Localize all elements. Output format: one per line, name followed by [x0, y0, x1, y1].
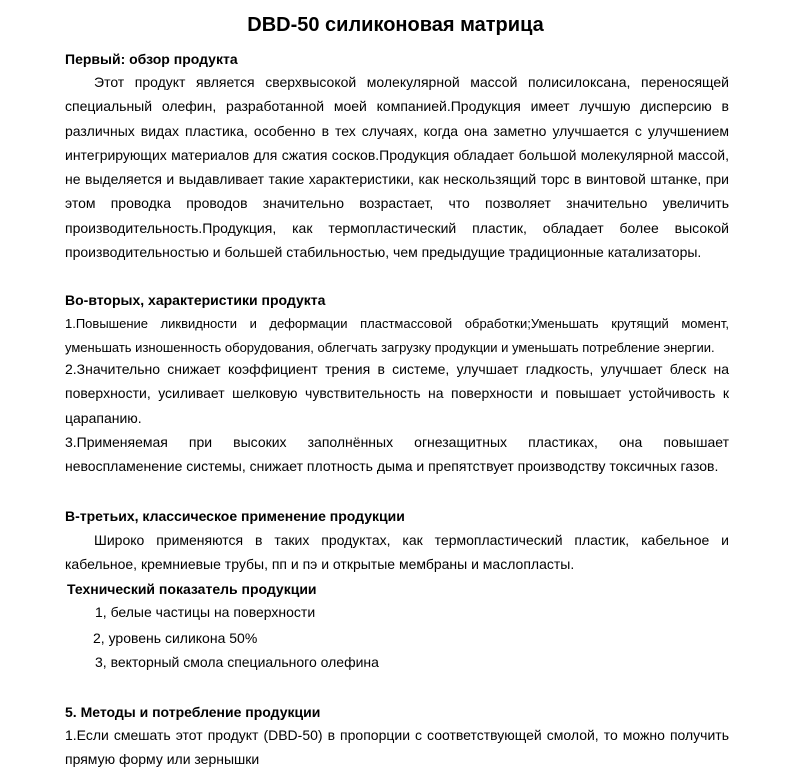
section-2-heading: Во-вторых, характеристики продукта	[65, 292, 326, 308]
spec-item-1: 1, белые частицы на поверхности	[95, 604, 316, 620]
section-2-item-2: 2.Значительно снижает коэффициент трения в системе, улучшает гладкость, улучшает блеск на поверхности, усиливает шелковую чувствительность на поверхности и повышает устойчивость к царапанию.	[65, 361, 729, 426]
section-4-heading: Технический показатель продукции	[67, 581, 317, 597]
section-5-heading: 5. Методы и потребление продукции	[65, 704, 321, 720]
section-3-paragraph: Широко применяются в таких продуктах, как термопластический пластик, кабельное и кабельное, кремниевые трубы, пп и пэ и открытые мембраны и маслопласты.	[65, 532, 729, 573]
section-1-paragraph: Этот продукт является сверхвысокой молекулярной массой полисилоксана, переносящей специальный олефин, разработанной моей компанией.Продукция имеет лучшую дисперсию в различных видах пластика, особенно в тех случаях, когда она заметно улучшается с улучшением интегрирующих материалов для сжатия сосков.Продукция обладает большой молекулярной массой, не выделяется и выдавливает такие характеристики, как нескользящий торс в винтовой штанке, при этом проводка проводов значительно возрастает, что позволяет значительно увеличить производительность.Продукция, как термопластический пластик, обладает более высокой производительностью и большей стабильностью, чем предыдущие традиционные катализаторы.	[65, 74, 729, 261]
section-5-item-1: 1.Если смешать этот продукт (DBD-50) в пропорции с соответствующей смолой, то можно получить прямую форму или зернышки	[65, 727, 729, 768]
section-3-heading: В-третьих, классическое применение продукции	[65, 508, 405, 524]
document-title: DBD-50 силиконовая матрица	[247, 14, 544, 36]
section-2-item-3: 3.Применяемая при высоких заполнённых огнезащитных пластиках, она повышает невоспламенение системы, снижает плотность дыма и препятствует производству токсичных газов.	[65, 434, 729, 475]
spec-item-2: 2, уровень силикона 50%	[93, 630, 258, 646]
section-2-item-1: 1.Повышение ликвидности и деформации пластмассовой обработки;Уменьшать крутящий момент, уменьшать изношенность оборудования, облегчать загрузку продукции и уменьшать потребление энергии.	[65, 316, 729, 356]
section-1-heading: Первый: обзор продукта	[65, 51, 238, 67]
spec-item-3: 3, векторный смола специального олефина	[95, 654, 379, 670]
